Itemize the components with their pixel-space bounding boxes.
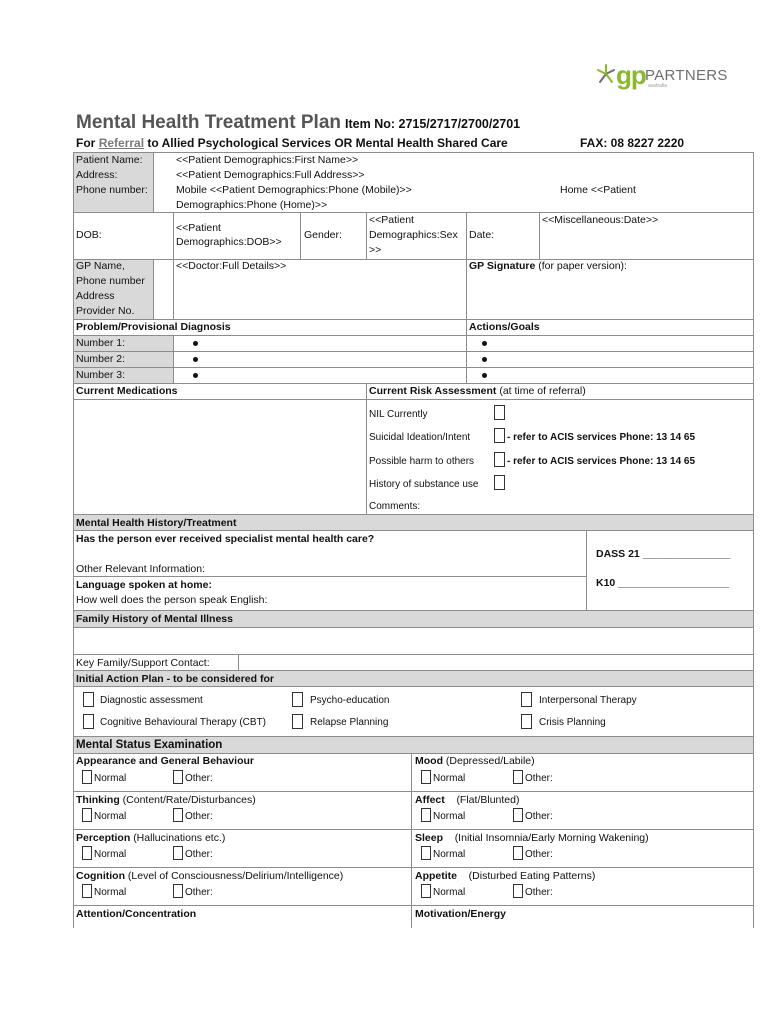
actions-goals-header: Actions/Goals xyxy=(469,321,540,333)
other-info-label: Other Relevant Information: xyxy=(76,563,205,575)
cognition-other-label: Other: xyxy=(185,887,213,898)
risk-suicidal-note: - refer to ACIS services Phone: 13 14 65 xyxy=(507,432,696,443)
mood-normal-label: Normal xyxy=(433,773,466,784)
mse-attention-label xyxy=(76,908,196,921)
mse-cognition-note: (Level of Consciousness/Delirium/Intelligence) xyxy=(127,870,344,882)
affect-other-label: Other: xyxy=(525,811,553,822)
action-plan-header: Initial Action Plan - to be considered for xyxy=(76,673,274,685)
mse-sleep-label xyxy=(415,832,649,845)
subtitle-rest: to Allied Psychological Services OR Mental Health Shared Care xyxy=(147,136,508,150)
mse-appearance-label xyxy=(76,755,254,768)
risk-harm-checkbox[interactable] xyxy=(494,452,505,467)
perception-normal-label: Normal xyxy=(94,849,127,860)
diagnostic-assessment-checkbox[interactable] xyxy=(83,692,94,707)
phone-label: Phone number: xyxy=(76,184,148,196)
cognition-normal-label: Normal xyxy=(94,887,127,898)
gp-signature-label[interactable] xyxy=(469,260,627,273)
mse-motivation-label xyxy=(415,908,506,921)
bullet-icon xyxy=(482,373,487,378)
gp-address-label: Address xyxy=(76,290,115,302)
star-logo-icon xyxy=(596,64,616,84)
gender-label: Gender: xyxy=(304,229,342,241)
mse-mood-title: Mood xyxy=(415,755,443,767)
sleep-other-checkbox[interactable] xyxy=(513,846,523,860)
address-value[interactable]: <<Patient Demographics:Full Address>> xyxy=(176,169,365,181)
support-contact-label: Key Family/Support Contact: xyxy=(76,657,210,669)
mse-thinking-note: (Content/Rate/Disturbances) xyxy=(122,794,256,806)
patient-name-label: Patient Name: xyxy=(76,154,143,166)
mse-appetite-title: Appetite xyxy=(415,870,457,882)
gp-signature-bold: GP Signature xyxy=(469,260,536,272)
mse-affect-title: Affect xyxy=(415,794,445,806)
risk-comments-label: Comments: xyxy=(369,501,421,512)
address-label: Address: xyxy=(76,169,118,181)
perception-normal-checkbox[interactable] xyxy=(82,846,92,860)
dob-value-line2[interactable]: Demographics:DOB>> xyxy=(176,236,282,248)
dob-label: DOB: xyxy=(76,229,102,241)
mse-cognition-label xyxy=(76,870,343,883)
mse-affect-note: (Flat/Blunted) xyxy=(447,794,520,806)
gender-value-line1[interactable]: <<Patient xyxy=(369,214,414,226)
mse-mood-note: (Depressed/Labile) xyxy=(445,755,535,767)
mobile-value[interactable]: Mobile <<Patient Demographics:Phone (Mobile)>> xyxy=(176,184,412,196)
bullet-icon xyxy=(482,341,487,346)
gp-phone-label: Phone number xyxy=(76,275,145,287)
appearance-normal-checkbox[interactable] xyxy=(82,770,92,784)
dob-value-line1[interactable]: <<Patient xyxy=(176,222,221,234)
referral-link[interactable]: Referral xyxy=(98,136,145,150)
appearance-other-checkbox[interactable] xyxy=(173,770,183,784)
patient-name-value[interactable]: <<Patient Demographics:First Name>> xyxy=(176,154,359,166)
affect-normal-label: Normal xyxy=(433,811,466,822)
risk-harm-label: Possible harm to others xyxy=(369,456,475,467)
appetite-normal-checkbox[interactable] xyxy=(421,884,431,898)
appearance-other-label: Other: xyxy=(185,773,213,784)
cognition-other-checkbox[interactable] xyxy=(173,884,183,898)
perception-other-checkbox[interactable] xyxy=(173,846,183,860)
diagnosis-header: Problem/Provisional Diagnosis xyxy=(76,321,231,333)
mse-thinking-label xyxy=(76,794,256,807)
sleep-normal-label: Normal xyxy=(433,849,466,860)
relapse-planning-label: Relapse Planning xyxy=(310,717,389,728)
mse-header: Mental Status Examination xyxy=(76,739,223,751)
diagnostic-assessment-label: Diagnostic assessment xyxy=(100,695,203,706)
risk-header xyxy=(369,385,586,398)
home-phone-value[interactable]: Demographics:Phone (Home)>> xyxy=(176,199,328,211)
language-label: Language spoken at home: xyxy=(76,579,212,591)
relapse-planning-checkbox[interactable] xyxy=(292,714,303,729)
gp-signature-note: (for paper version): xyxy=(538,260,627,272)
interpersonal-therapy-label: Interpersonal Therapy xyxy=(539,695,637,706)
item-number: Item No: 2715/2717/2700/2701 xyxy=(345,117,521,131)
affect-other-checkbox[interactable] xyxy=(513,808,523,822)
gp-partners-logo xyxy=(596,60,726,90)
risk-nil-checkbox[interactable] xyxy=(494,405,505,420)
diagnosis-row-2-label: Number 2: xyxy=(76,353,126,365)
psycho-education-checkbox[interactable] xyxy=(292,692,303,707)
dass21-field[interactable]: DASS 21 _______________ xyxy=(596,548,731,560)
mse-perception-note: (Hallucinations etc.) xyxy=(133,832,226,844)
affect-normal-checkbox[interactable] xyxy=(421,808,431,822)
mse-appetite-note: (Disturbed Eating Patterns) xyxy=(459,870,596,882)
risk-suicidal-label: Suicidal Ideation/Intent xyxy=(369,432,471,443)
appetite-normal-label: Normal xyxy=(433,887,466,898)
risk-header-note: (at time of referral) xyxy=(499,385,586,397)
mse-cognition-title: Cognition xyxy=(76,870,125,882)
gp-provider-label: Provider No. xyxy=(76,305,135,317)
gp-name-label: GP Name, xyxy=(76,260,125,272)
risk-substance-label: History of substance use xyxy=(369,479,479,490)
specialist-care-question: Has the person ever received specialist mental health care? xyxy=(76,533,375,545)
mse-appetite-label xyxy=(415,870,595,883)
cbt-checkbox[interactable] xyxy=(83,714,94,729)
bullet-icon xyxy=(193,341,198,346)
date-value[interactable]: <<Miscellaneous:Date>> xyxy=(542,214,659,226)
fax-number: FAX: 08 8227 2220 xyxy=(580,136,685,150)
thinking-other-checkbox[interactable] xyxy=(173,808,183,822)
bullet-icon xyxy=(193,357,198,362)
english-label: How well does the person speak English: xyxy=(76,594,268,606)
logo-partners-text: PARTNERS xyxy=(645,67,728,84)
page-title xyxy=(76,112,520,134)
mse-appearance-title: Appearance and General Behaviour xyxy=(76,755,254,767)
gender-value-line2[interactable]: Demographics:Sex xyxy=(369,229,458,241)
risk-header-bold: Current Risk Assessment xyxy=(369,385,497,397)
diagnosis-row-1-label: Number 1: xyxy=(76,337,126,349)
mse-motivation-title: Motivation/Energy xyxy=(415,908,507,920)
risk-suicidal-checkbox[interactable] xyxy=(494,428,505,443)
psycho-education-label: Psycho-education xyxy=(310,695,390,706)
k10-field[interactable]: K10 ___________________ xyxy=(596,577,730,589)
interpersonal-therapy-checkbox[interactable] xyxy=(521,692,532,707)
gender-value-line3[interactable]: >> xyxy=(369,244,382,256)
mood-other-checkbox[interactable] xyxy=(513,770,523,784)
sleep-other-label: Other: xyxy=(525,849,553,860)
risk-harm-note: - refer to ACIS services Phone: 13 14 65 xyxy=(507,456,696,467)
home-label: Home <<Patient xyxy=(560,184,636,196)
page-subtitle xyxy=(76,136,508,150)
appearance-normal-label: Normal xyxy=(94,773,127,784)
mse-affect-label xyxy=(415,794,519,807)
thinking-normal-checkbox[interactable] xyxy=(82,808,92,822)
family-history-header: Family History of Mental Illness xyxy=(76,613,233,625)
mse-perception-title: Perception xyxy=(76,832,131,844)
bullet-icon xyxy=(482,357,487,362)
risk-nil-label: NIL Currently xyxy=(369,409,428,420)
thinking-other-label: Other: xyxy=(185,811,213,822)
medications-header: Current Medications xyxy=(76,385,178,397)
mse-mood-label xyxy=(415,755,535,768)
crisis-planning-checkbox[interactable] xyxy=(521,714,532,729)
logo-gp-text: gp xyxy=(616,60,646,90)
mse-perception-label xyxy=(76,832,225,845)
mse-attention-title: Attention/Concentration xyxy=(76,908,197,920)
sleep-normal-checkbox[interactable] xyxy=(421,846,431,860)
appetite-other-label: Other: xyxy=(525,887,553,898)
subtitle-prefix: For xyxy=(76,136,96,150)
thinking-normal-label: Normal xyxy=(94,811,127,822)
perception-other-label: Other: xyxy=(185,849,213,860)
history-header: Mental Health History/Treatment xyxy=(76,517,237,529)
date-label: Date: xyxy=(469,229,495,241)
bullet-icon xyxy=(193,373,198,378)
mse-sleep-title: Sleep xyxy=(415,832,444,844)
mse-sleep-note: (Initial Insomnia/Early Morning Wakening) xyxy=(445,832,649,844)
mood-normal-checkbox[interactable] xyxy=(421,770,431,784)
logo-tagline: australia xyxy=(648,83,667,89)
cognition-normal-checkbox[interactable] xyxy=(82,884,92,898)
crisis-planning-label: Crisis Planning xyxy=(539,717,606,728)
diagnosis-row-3-label: Number 3: xyxy=(76,369,126,381)
title-text: Mental Health Treatment Plan xyxy=(76,112,342,133)
cbt-label: Cognitive Behavioural Therapy (CBT) xyxy=(100,717,267,728)
risk-substance-checkbox[interactable] xyxy=(494,475,505,490)
mood-other-label: Other: xyxy=(525,773,553,784)
gp-details-value[interactable]: <<Doctor:Full Details>> xyxy=(176,260,287,272)
mse-thinking-title: Thinking xyxy=(76,794,120,806)
appetite-other-checkbox[interactable] xyxy=(513,884,523,898)
